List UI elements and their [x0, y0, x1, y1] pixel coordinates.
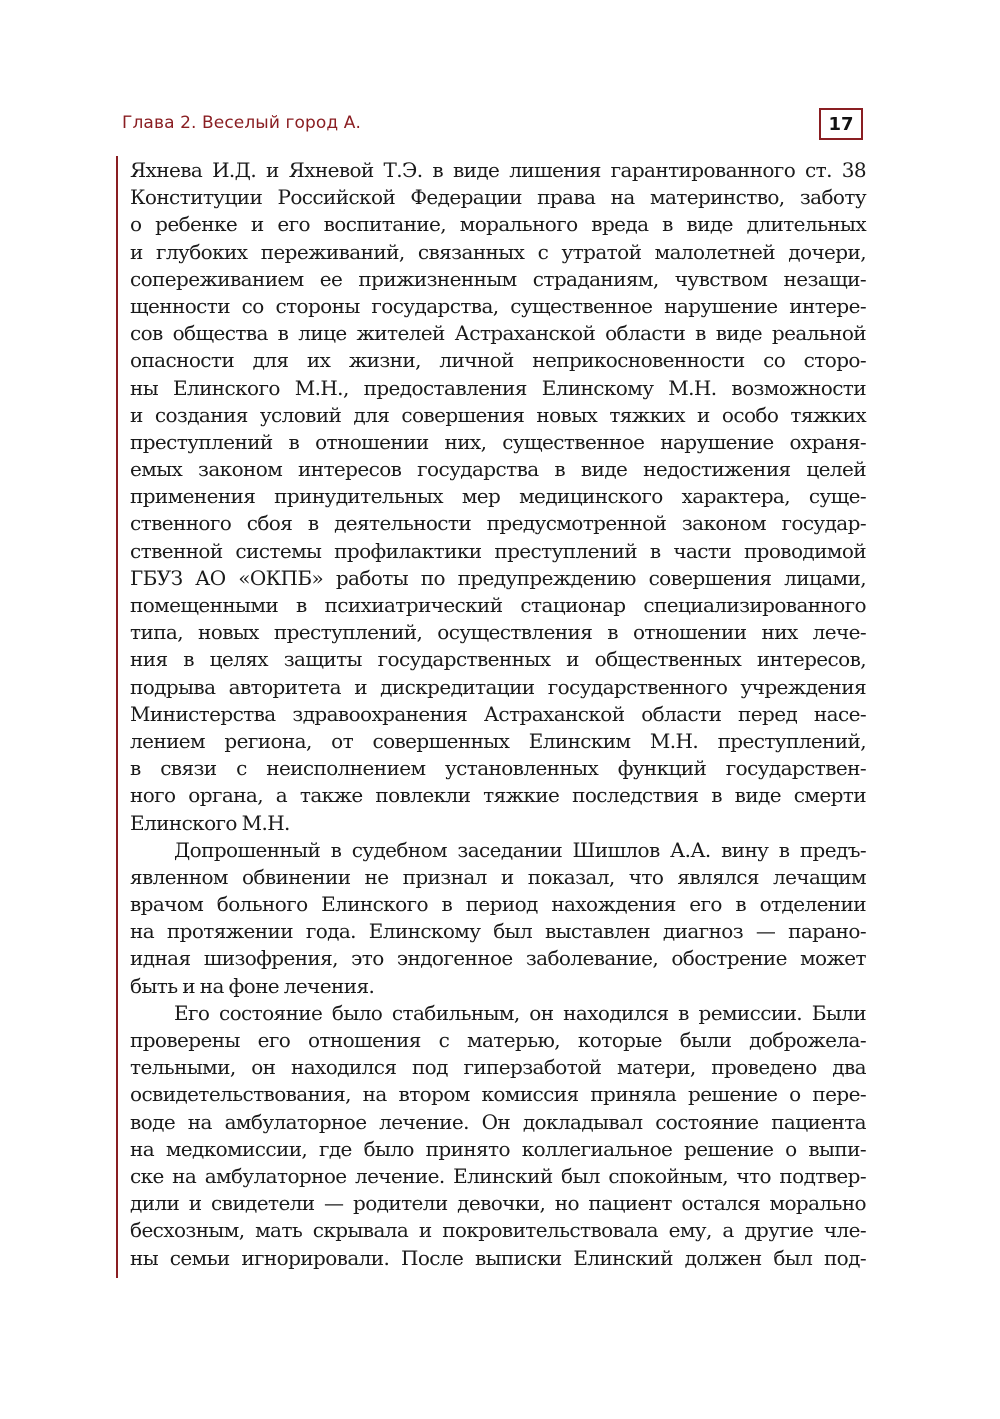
text-line: сов общества в лице жителей Астраханской области в виде реальной [130, 321, 866, 346]
text-line: опасности для их жизни, личной неприкосновенности со сторо- [130, 348, 866, 373]
text-line: Елинского М.Н. [130, 810, 290, 835]
page-number: 17 [819, 108, 863, 140]
text-line: бесхозным, мать скрывала и покровительствовала ему, а другие чле- [130, 1218, 866, 1243]
text-line: применения принудительных мер медицинского характера, суще- [130, 484, 866, 509]
text-line: ГБУЗ АО «ОКПБ» работы по предупреждению совершения лицами, [130, 565, 866, 590]
text-line: сопереживанием ее прижизненным страданиям, чувством незащи- [130, 266, 866, 291]
text-line: проверены его отношения с матерью, которые были доброжела- [130, 1028, 866, 1052]
text-line: явленном обвинении не признал и показал, что являлся лечащим [130, 864, 866, 889]
text-line: щенности со стороны государства, существенное нарушение интере- [130, 293, 866, 318]
text-line: в связи с неисполнением установленных функций государствен- [130, 756, 866, 781]
text-line: на протяжении года. Елинскому был выставлен диагноз — парано- [130, 919, 866, 944]
text-line: идная шизофрения, это эндогенное заболевание, обострение может [130, 946, 866, 971]
text-line: ственной системы профилактики преступлений в части проводимой [130, 538, 866, 563]
text-line: ны Елинского М.Н., предоставления Елинскому М.Н. возможности [130, 375, 866, 400]
text-line: типа, новых преступлений, осуществления в отношении них лече- [130, 620, 866, 645]
text-line: ния в целях защиты государственных и общественных интересов, [130, 647, 866, 672]
text-line: быть и на фоне лечения. [130, 973, 375, 998]
text-line: и создания условий для совершения новых тяжких и особо тяжких [130, 402, 866, 427]
margin-rule [116, 156, 118, 1278]
text-line: освидетельствования, на втором комиссия приняла решение о пере- [130, 1082, 866, 1107]
text-line: преступлений в отношении них, существенное нарушение охраня- [130, 429, 866, 454]
text-line: и глубоких переживаний, связанных с утратой малолетней дочери, [130, 239, 866, 264]
body-text [130, 157, 866, 1272]
text-line: емых законом интересов государства в виде недостижения целей [130, 457, 866, 482]
text-line: подрыва авторитета и дискредитации государственного учреждения [130, 674, 866, 699]
text-line: тельными, он находился под гиперзаботой матери, проведено два [130, 1055, 866, 1080]
text-line: дили и свидетели — родители девочки, но пациент остался морально [130, 1191, 866, 1216]
text-line: о ребенке и его воспитание, морального вреда в виде длительных [130, 212, 866, 237]
text-line: лением региона, от совершенных Елинским М.Н. преступлений, [130, 728, 866, 753]
text-line: ного органа, а также повлекли тяжкие последствия в виде смерти [130, 783, 866, 808]
text-line: ны семьи игнорировали. После выписки Елинский должен был под- [130, 1245, 866, 1270]
text-line: на медкомиссии, где было принято коллегиальное решение о выпи- [130, 1136, 866, 1161]
text-line: Его состояние было стабильным, он находился в ремиссии. Были [174, 1000, 866, 1025]
chapter-title: Глава 2. Веселый город А. [122, 113, 361, 133]
text-line: ственного сбоя в деятельности предусмотренной законом государ- [130, 511, 866, 536]
text-line: Яхнева И.Д. и Яхневой Т.Э. в виде лишения гарантированного ст. 38 [130, 158, 866, 182]
text-line: Министерства здравоохранения Астраханской области перед насе- [130, 701, 866, 726]
text-line: Допрошенный в судебном заседании Шишлов А.А. вину в предъ- [174, 837, 866, 862]
text-line: ске на амбулаторное лечение. Елинский был спокойным, что подтвер- [130, 1163, 866, 1188]
text-line: воде на амбулаторное лечение. Он докладывал состояние пациента [130, 1109, 866, 1134]
text-line: врачом больного Елинского в период нахождения его в отделении [130, 892, 866, 917]
text-line: Конституции Российской Федерации права на материнство, заботу [130, 185, 866, 210]
text-line: помещенными в психиатрический стационар специализированного [130, 593, 866, 617]
